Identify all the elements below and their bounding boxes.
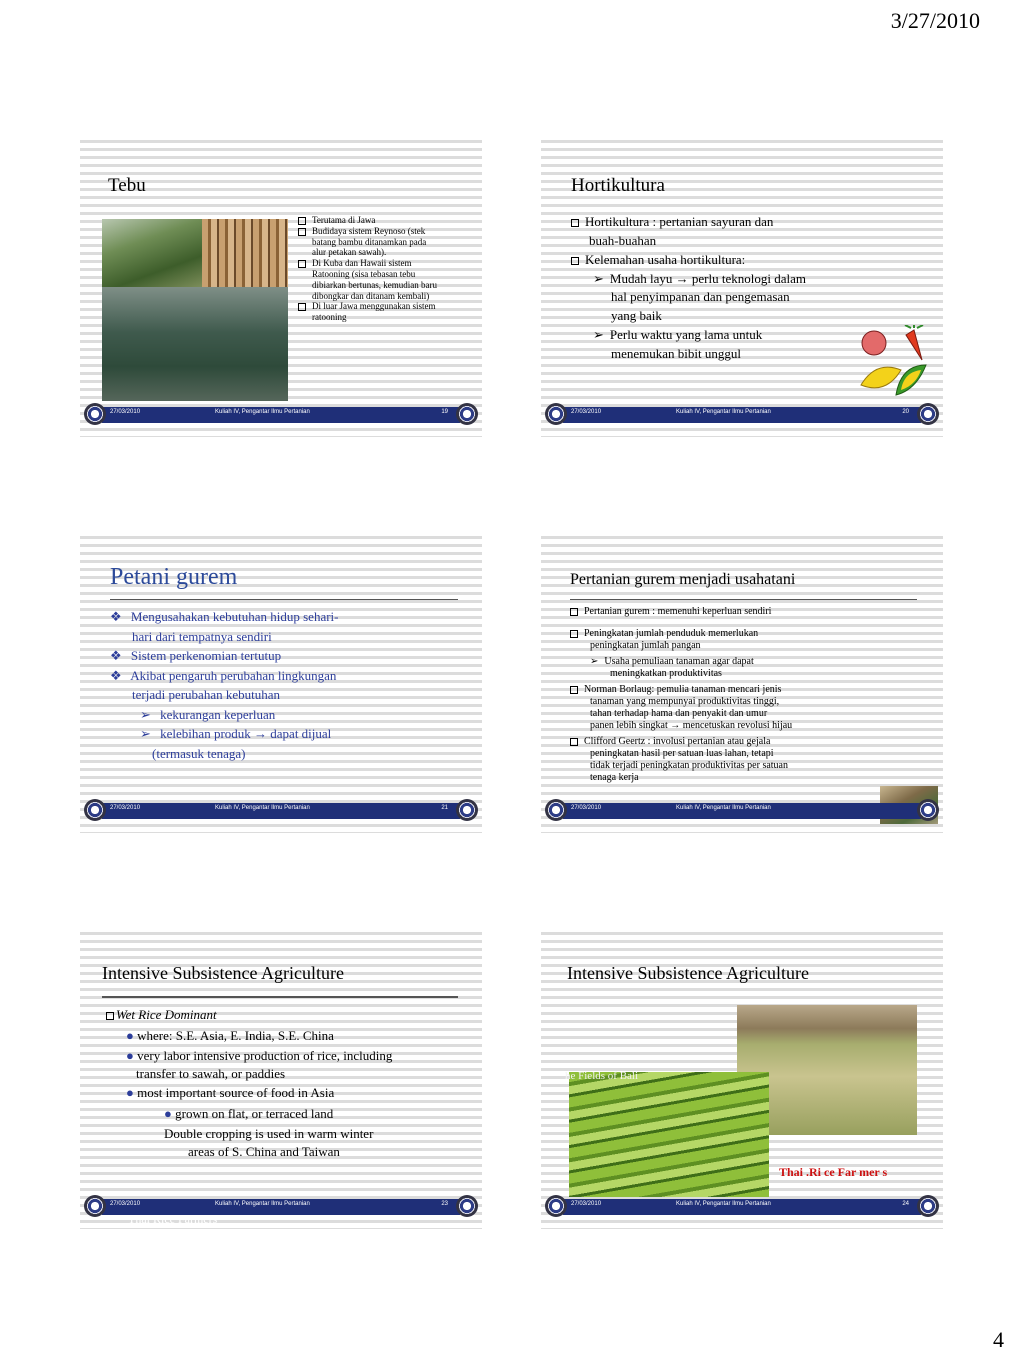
wet-rice-text: Wet Rice Dominant ● where: S.E. Asia, E. India, S.E. China ● very labor intensive production of rice, including transfer to sawah, or paddies ● most important source of food in Asia ● grown on flat, or terraced land Double cropping is used in warm winter areas of S. China and Taiwan xyxy=(106,1005,466,1161)
arrowhead-bullet-icon: ➢ xyxy=(140,726,151,741)
footer-course: Kuliah IV, Pengantar Ilmu Pertanian xyxy=(215,409,310,415)
square-bullet-icon xyxy=(298,303,306,311)
thai-caption: Thai .Ri ce Far mer s xyxy=(779,1165,888,1179)
footer-course: Kuliah IV, Pengantar Ilmu Pertanian xyxy=(676,409,771,415)
slide-title: Intensive Subsistence Agriculture xyxy=(567,963,809,983)
slide-title: Hortikultura xyxy=(571,175,665,196)
overlay-caption: Thai Rice Farmers xyxy=(128,1212,218,1226)
sugarcane-field-photo xyxy=(102,219,202,287)
diamond-bullet-icon: ❖ xyxy=(110,667,122,683)
slide-title: Petani gurem xyxy=(110,564,238,590)
footer-course: Kuliah IV, Pengantar Ilmu Pertanian xyxy=(215,805,310,811)
slide-title: Pertanian gurem menjadi usahatani xyxy=(570,571,796,588)
title-rule xyxy=(102,996,458,998)
slide-footer xyxy=(541,403,943,427)
square-bullet-icon xyxy=(298,260,306,268)
arrowhead-bullet-icon: ➢ xyxy=(593,327,604,343)
footer-date: 27/03/2010 xyxy=(110,1201,141,1207)
slide-22-pertanian-gurem xyxy=(541,531,943,833)
slide-number: 23 xyxy=(441,1201,448,1207)
list-item: Terutama di Jawa xyxy=(298,215,438,226)
list-item: Di luar Jawa menggunakan sistem ratooning xyxy=(298,301,438,323)
footer-course: Kuliah IV, Pengantar Ilmu Pertanian xyxy=(215,1201,310,1207)
university-seal-icon xyxy=(545,1195,567,1217)
usahatani-text: Pertanian gurem : memenuhi keperluan sendiri Peningkatan jumlah penduduk memerlukan peningkatan jumlah pangan ➢ Usaha pemuliaan tanaman agar dapat meningkatkan produktivitas Norman Borlaug: pemulia tanaman mencari jenis tanaman yang mempunyai produktivitas tinggi, tahan terhadap hama dan penyakit dan umur panen lebih singkat → mencetuskan revolusi hijau Clifford Geertz : involusi pertanian atau gejala peningkatan hasil per satuan luas lahan, tetapi tidak terjadi peningkatan produktivitas per satuan tenaga kerja xyxy=(570,606,890,784)
footer-course: Kuliah IV, Pengantar Ilmu Pertanian xyxy=(676,805,771,811)
university-seal-icon xyxy=(545,403,567,425)
university-seal-icon xyxy=(84,1195,106,1217)
square-bullet-icon xyxy=(570,630,578,638)
university-seal-icon xyxy=(545,799,567,821)
arrowhead-bullet-icon: ➢ xyxy=(140,706,151,722)
diamond-bullet-icon: ❖ xyxy=(110,609,122,624)
university-seal-icon xyxy=(456,1195,478,1217)
sugarcane-stalks-photo xyxy=(202,219,288,287)
square-bullet-icon xyxy=(571,219,579,227)
university-seal-icon xyxy=(456,403,478,425)
university-seal-icon xyxy=(84,403,106,425)
university-seal-icon xyxy=(917,403,939,425)
footer-date: 27/03/2010 xyxy=(110,805,141,811)
slide-20-hortikultura xyxy=(541,135,943,437)
university-seal-icon xyxy=(84,799,106,821)
arrowhead-bullet-icon: ➢ xyxy=(593,270,604,286)
arrow-icon: → xyxy=(254,726,268,741)
slide-footer xyxy=(541,799,943,823)
page-number: 4 xyxy=(993,1327,1004,1352)
page-date: 3/27/2010 xyxy=(890,8,980,33)
hortikultura-text: Hortikultura : pertanian sayuran dan buah-buahan Kelemahan usaha hortikultura: ➢ Mudah layu → perlu teknologi dalam hal penyimpanan dan pengemasan yang baik ➢ Perlu waktu yang lama untuk menemukan bibit unggul xyxy=(571,213,871,364)
square-bullet-icon xyxy=(570,608,578,616)
square-bullet-icon xyxy=(298,217,306,225)
slide-24-intensive-subsistence-photos xyxy=(541,927,943,1229)
square-bullet-icon xyxy=(570,686,578,694)
square-bullet-icon xyxy=(106,1012,114,1020)
university-seal-icon xyxy=(917,1195,939,1217)
slide-23-intensive-subsistence xyxy=(80,927,482,1229)
diamond-bullet-icon: ❖ xyxy=(110,648,122,663)
tebu-bullet-list xyxy=(298,215,438,323)
dot-bullet-icon: ● xyxy=(164,1105,172,1121)
fruit-vegetable-clipart xyxy=(856,325,931,400)
slide-number: 24 xyxy=(902,1201,909,1207)
title-rule xyxy=(570,599,917,600)
square-bullet-icon xyxy=(570,738,578,746)
dot-bullet-icon: ● xyxy=(126,1027,134,1043)
slide-footer xyxy=(80,403,482,427)
square-bullet-icon xyxy=(571,257,579,265)
slide-19-tebu xyxy=(80,135,482,437)
bali-rice-terrace-photo xyxy=(569,1072,769,1197)
slide-21-petani-gurem xyxy=(80,531,482,833)
arrow-icon: → xyxy=(670,720,681,731)
slide-footer xyxy=(80,799,482,823)
list-item: Budidaya sistem Reynoso (stek batang bambu ditanamkan pada alur petakan sawah). xyxy=(298,226,438,258)
list-item: Di Kuba dan Hawaii sistem Ratooning (sisa tebasan tebu dibiarkan bertunas, kemudian baru dibongkar dan ditanam kembali) xyxy=(298,258,438,301)
arrow-icon: → xyxy=(675,270,689,286)
footer-date: 27/03/2010 xyxy=(110,409,141,415)
arrowhead-bullet-icon: ➢ xyxy=(590,656,599,667)
bali-caption: he Fields of Bali xyxy=(565,1070,639,1082)
slide-title: Tebu xyxy=(108,175,146,196)
footer-course: Kuliah IV, Pengantar Ilmu Pertanian xyxy=(676,1201,771,1207)
slide-number: 20 xyxy=(902,409,909,415)
dot-bullet-icon: ● xyxy=(126,1047,134,1063)
square-bullet-icon xyxy=(298,228,306,236)
slide-number: 19 xyxy=(441,409,448,415)
sugar-mill-photo xyxy=(102,287,288,401)
dot-bullet-icon: ● xyxy=(126,1084,134,1100)
slide-number: 21 xyxy=(441,805,448,811)
slide-title: Intensive Subsistence Agriculture xyxy=(102,963,344,983)
footer-date: 27/03/2010 xyxy=(571,409,602,415)
title-rule xyxy=(110,599,458,600)
footer-date: 27/03/2010 xyxy=(571,805,602,811)
university-seal-icon xyxy=(456,799,478,821)
university-seal-icon xyxy=(917,799,939,821)
petani-gurem-text: ❖ Mengusahakan kebutuhan hidup sehari- hari dari tempatnya sendiri ❖ Sistem perkenomian tertutup ❖ Akibat pengaruh perubahan lingkungan terjadi perubahan kebutuhan ➢ kekurangan keperluan ➢ kelebihan produk → dapat dijual (termasuk tenaga) xyxy=(110,609,339,761)
slide-footer xyxy=(541,1195,943,1219)
footer-date: 27/03/2010 xyxy=(571,1201,602,1207)
